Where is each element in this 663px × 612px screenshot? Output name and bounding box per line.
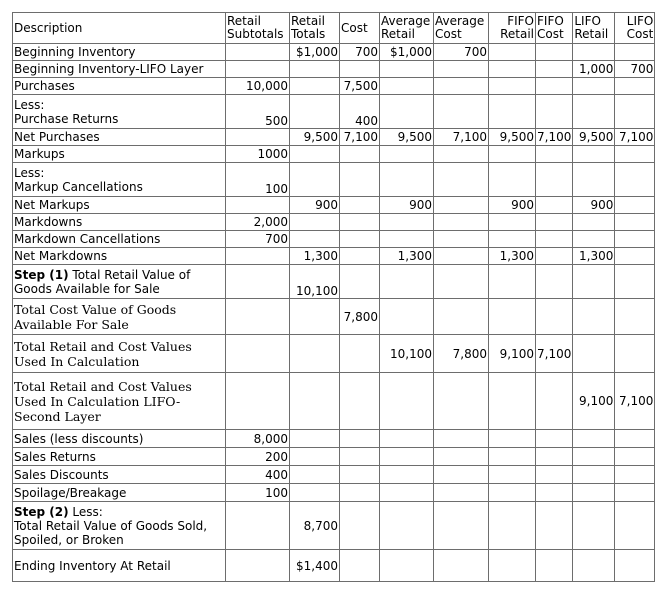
row-step-1-description-cell: Step (1) Total Retail Value of Goods Available for Sale [13,265,226,299]
row-step-2-lifo-retail-cell [573,502,615,550]
row-markdown-cancellations-fifo-cost-cell [536,231,573,248]
row-sales-discounts [13,466,655,484]
row-markups-lifo-retail-cell [573,146,615,163]
row-step-1 [13,265,655,299]
row-beginning-inventory-average-cost-cell: 700 [434,44,489,61]
row-values-used-lifo-lifo-cost-cell: 7,100 [615,373,655,430]
row-markups-fifo-retail-cell [489,146,536,163]
row-markup-cancellations-cost-cell [340,163,380,197]
row-ending-inventory-description-cell: Ending Inventory At Retail [13,550,226,582]
row-purchases-retail-totals-cell [290,78,340,95]
row-markdown-cancellations-retail-totals-cell [290,231,340,248]
row-markdowns-description-cell: Markdowns [13,214,226,231]
row-spoilage-fifo-cost-cell [536,484,573,502]
row-markdowns-cost-cell [340,214,380,231]
row-purchase-returns-lifo-retail-cell [573,95,615,129]
row-sales-returns-description-cell: Sales Returns [13,448,226,466]
row-net-markups-description-cell: Net Markups [13,197,226,214]
row-spoilage-retail-subtotals-cell: 100 [226,484,290,502]
row-values-used-cost-cell [340,335,380,373]
row-ending-inventory-fifo-retail-cell [489,550,536,582]
row-beginning-inventory-retail-totals-cell: $1,000 [290,44,340,61]
row-markup-cancellations-retail-totals-cell [290,163,340,197]
row-markup-cancellations [13,163,655,197]
row-purchases-average-retail-cell [380,78,434,95]
row-sales-average-cost-cell [434,430,489,448]
row-values-used-lifo-retail-totals-cell [290,373,340,430]
row-net-markups-cost-cell [340,197,380,214]
row-purchase-returns-retail-subtotals-cell: 500 [226,95,290,129]
row-net-markdowns-description-cell: Net Markdowns [13,248,226,265]
row-ending-inventory-average-cost-cell [434,550,489,582]
row-net-markdowns-fifo-cost-cell [536,248,573,265]
row-values-used-lifo-cost-cell [615,335,655,373]
row-beginning-lifo-layer-average-retail-cell [380,61,434,78]
row-values-used-lifo-retail-subtotals-cell [226,373,290,430]
row-markup-cancellations-average-retail-cell [380,163,434,197]
row-values-used-lifo-fifo-retail-cell [489,373,536,430]
row-values-used-lifo-description-cell: Total Retail and Cost Values Used In Calculation LIFO-Second Layer [13,373,226,430]
row-sales-discounts-lifo-cost-cell [615,466,655,484]
row-total-cost-value-retail-totals-cell [290,299,340,335]
row-step-2-retail-subtotals-cell [226,502,290,550]
row-markdown-cancellations-average-cost-cell [434,231,489,248]
row-net-purchases-cost-cell: 7,100 [340,129,380,146]
row-values-used-lifo [13,373,655,430]
row-total-cost-value-description-cell: Total Cost Value of Goods Available For Sale [13,299,226,335]
row-total-cost-value-average-retail-cell [380,299,434,335]
row-markup-cancellations-retail-subtotals-cell: 100 [226,163,290,197]
row-ending-inventory-retail-subtotals-cell [226,550,290,582]
row-net-purchases-description-cell: Net Purchases [13,129,226,146]
row-beginning-lifo-layer-retail-totals-cell [290,61,340,78]
row-net-markups-retail-totals-cell: 900 [290,197,340,214]
row-purchases [13,78,655,95]
row-step-2-cost-cell [340,502,380,550]
row-spoilage-description-cell: Spoilage/Breakage [13,484,226,502]
row-ending-inventory-lifo-cost-cell [615,550,655,582]
row-net-purchases-average-retail-cell: 9,500 [380,129,434,146]
row-purchases-average-cost-cell [434,78,489,95]
header-fifo-retail: FIFO Retail [489,13,536,44]
row-net-markdowns-fifo-retail-cell: 1,300 [489,248,536,265]
row-sales-returns-retail-totals-cell [290,448,340,466]
row-spoilage [13,484,655,502]
row-purchases-lifo-retail-cell [573,78,615,95]
row-markups-lifo-cost-cell [615,146,655,163]
header-lifo-cost: LIFO Cost [615,13,655,44]
row-step-2-retail-totals-cell: 8,700 [290,502,340,550]
row-sales-discounts-retail-totals-cell [290,466,340,484]
row-total-cost-value-cost-cell: 7,800 [340,299,380,335]
header-average-retail: Average Retail [380,13,434,44]
row-step-2-average-retail-cell [380,502,434,550]
row-step-2-description-cell: Step (2) Less: Total Retail Value of Goods Sold, Spoiled, or Broken [13,502,226,550]
row-sales-fifo-retail-cell [489,430,536,448]
row-ending-inventory [13,550,655,582]
row-total-cost-value-lifo-cost-cell [615,299,655,335]
row-sales-description-cell: Sales (less discounts) [13,430,226,448]
row-purchases-lifo-cost-cell [615,78,655,95]
row-sales-discounts-cost-cell [340,466,380,484]
row-values-used-fifo-cost-cell: 7,100 [536,335,573,373]
header-retail-totals: Retail Totals [290,13,340,44]
retail-inventory-table [12,12,655,582]
row-values-used-description-cell: Total Retail and Cost Values Used In Calculation [13,335,226,373]
row-net-markdowns-lifo-cost-cell [615,248,655,265]
row-net-markdowns [13,248,655,265]
row-beginning-inventory-fifo-cost-cell [536,44,573,61]
row-markdown-cancellations-cost-cell [340,231,380,248]
row-purchase-returns-average-cost-cell [434,95,489,129]
row-markdowns-average-retail-cell [380,214,434,231]
row-beginning-lifo-layer-average-cost-cell [434,61,489,78]
row-net-markdowns-cost-cell [340,248,380,265]
row-step-1-cost-cell [340,265,380,299]
row-spoilage-fifo-retail-cell [489,484,536,502]
row-markups-cost-cell [340,146,380,163]
row-ending-inventory-average-retail-cell [380,550,434,582]
row-spoilage-cost-cell [340,484,380,502]
row-net-purchases-lifo-retail-cell: 9,500 [573,129,615,146]
row-values-used-lifo-lifo-retail-cell: 9,100 [573,373,615,430]
row-net-purchases-lifo-cost-cell: 7,100 [615,129,655,146]
row-sales-returns-retail-subtotals-cell: 200 [226,448,290,466]
row-net-purchases-average-cost-cell: 7,100 [434,129,489,146]
row-step-1-average-retail-cell [380,265,434,299]
row-spoilage-average-cost-cell [434,484,489,502]
row-beginning-inventory-fifo-retail-cell [489,44,536,61]
row-markups [13,146,655,163]
row-step-2-fifo-retail-cell [489,502,536,550]
row-beginning-inventory-description-cell: Beginning Inventory [13,44,226,61]
row-purchase-returns-average-retail-cell [380,95,434,129]
row-beginning-lifo-layer-retail-subtotals-cell [226,61,290,78]
row-spoilage-average-retail-cell [380,484,434,502]
row-purchase-returns [13,95,655,129]
row-net-purchases [13,129,655,146]
row-purchase-returns-cost-cell: 400 [340,95,380,129]
row-step-1-fifo-cost-cell [536,265,573,299]
row-markdowns-lifo-cost-cell [615,214,655,231]
row-total-cost-value-average-cost-cell [434,299,489,335]
row-values-used-lifo-cost-cell [340,373,380,430]
row-sales-retail-totals-cell [290,430,340,448]
row-sales-returns-lifo-cost-cell [615,448,655,466]
row-sales-discounts-fifo-cost-cell [536,466,573,484]
row-ending-inventory-fifo-cost-cell [536,550,573,582]
row-purchase-returns-description-cell: Less: Purchase Returns [13,95,226,129]
row-sales-cost-cell [340,430,380,448]
row-markdown-cancellations-description-cell: Markdown Cancellations [13,231,226,248]
row-net-markups-lifo-retail-cell: 900 [573,197,615,214]
row-values-used-lifo-average-retail-cell [380,373,434,430]
row-beginning-lifo-layer-fifo-retail-cell [489,61,536,78]
row-beginning-inventory-lifo-cost-cell [615,44,655,61]
row-net-purchases-fifo-cost-cell: 7,100 [537,130,572,144]
row-values-used [13,335,655,373]
row-ending-inventory-retail-totals-cell: $1,400 [290,550,340,582]
row-step-2 [13,502,655,550]
header-retail-subtotals: Retail Subtotals [226,13,290,44]
row-markdown-cancellations [13,231,655,248]
row-markdown-cancellations-retail-subtotals-cell: 700 [226,231,290,248]
row-markups-average-retail-cell [380,146,434,163]
row-sales-discounts-fifo-retail-cell [489,466,536,484]
row-step-1-retail-subtotals-cell [226,265,290,299]
row-beginning-inventory [13,44,655,61]
row-net-markups-fifo-retail-cell: 900 [489,197,536,214]
row-beginning-inventory-average-retail-cell: $1,000 [380,44,434,61]
row-sales [13,430,655,448]
row-step-1-retail-totals-cell: 10,100 [290,265,340,299]
row-beginning-inventory-retail-subtotals-cell [226,44,290,61]
row-step-1-lifo-retail-cell [573,265,615,299]
row-sales-discounts-description-cell: Sales Discounts [13,466,226,484]
row-beginning-inventory-cost-cell: 700 [340,44,380,61]
row-purchases-retail-subtotals-cell: 10,000 [226,78,290,95]
row-beginning-lifo-layer-lifo-cost-cell: 700 [615,61,655,78]
header-average-cost: Average Cost [434,13,489,44]
row-sales-discounts-average-retail-cell [380,466,434,484]
row-markup-cancellations-description-cell: Less: Markup Cancellations [13,163,226,197]
row-beginning-lifo-layer-lifo-retail-cell: 1,000 [573,61,615,78]
row-values-used-average-retail-cell: 10,100 [380,335,434,373]
row-spoilage-lifo-cost-cell [615,484,655,502]
row-sales-retail-subtotals-cell: 8,000 [226,430,290,448]
header-fifo-cost: FIFO Cost [536,13,573,44]
row-sales-returns-cost-cell [340,448,380,466]
row-markdown-cancellations-lifo-cost-cell [615,231,655,248]
row-markdown-cancellations-fifo-retail-cell [489,231,536,248]
row-step-1-average-cost-cell [434,265,489,299]
row-net-purchases-retail-subtotals-cell [226,129,290,146]
row-markups-average-cost-cell [434,146,489,163]
row-sales-returns-average-cost-cell [434,448,489,466]
row-sales-lifo-retail-cell [573,430,615,448]
row-markdown-cancellations-average-retail-cell [380,231,434,248]
row-markdowns-retail-subtotals-cell: 2,000 [226,214,290,231]
row-purchase-returns-fifo-retail-cell [489,95,536,129]
header-cost: Cost [340,13,380,44]
row-markups-description-cell: Markups [13,146,226,163]
row-net-markups-fifo-cost-cell [536,197,573,214]
row-net-markups-retail-subtotals-cell [226,197,290,214]
row-net-purchases-fifo-retail-cell: 9,500 [489,129,536,146]
row-total-cost-value [13,299,655,335]
row-net-markups [13,197,655,214]
row-net-markdowns-average-retail-cell: 1,300 [380,248,434,265]
row-spoilage-lifo-retail-cell [573,484,615,502]
header-description: Description [13,13,226,44]
row-values-used-lifo-fifo-cost-cell [536,373,573,430]
row-beginning-lifo-layer-fifo-cost-cell [536,61,573,78]
row-beginning-lifo-layer-cost-cell [340,61,380,78]
row-step-2-average-cost-cell [434,502,489,550]
row-step-1-lifo-cost-cell [615,265,655,299]
row-total-cost-value-fifo-cost-cell [536,299,573,335]
row-values-used-retail-totals-cell [290,335,340,373]
row-purchase-returns-lifo-cost-cell [615,95,655,129]
row-ending-inventory-cost-cell [340,550,380,582]
row-sales-average-retail-cell [380,430,434,448]
row-markups-retail-subtotals-cell: 1000 [226,146,290,163]
row-sales-fifo-cost-cell [536,430,573,448]
row-markup-cancellations-fifo-retail-cell [489,163,536,197]
row-net-purchases-retail-totals-cell: 9,500 [290,129,340,146]
row-total-cost-value-lifo-retail-cell [573,299,615,335]
row-net-markdowns-lifo-retail-cell: 1,300 [573,248,615,265]
row-purchases-fifo-retail-cell [489,78,536,95]
row-sales-discounts-lifo-retail-cell [573,466,615,484]
row-sales-returns-fifo-retail-cell [489,448,536,466]
row-markup-cancellations-average-cost-cell [434,163,489,197]
row-markdowns-fifo-retail-cell [489,214,536,231]
row-markup-cancellations-lifo-cost-cell [615,163,655,197]
row-beginning-lifo-layer-description-cell: Beginning Inventory-LIFO Layer [13,61,226,78]
row-markups-retail-totals-cell [290,146,340,163]
row-purchases-fifo-cost-cell [536,78,573,95]
row-markdowns-average-cost-cell [434,214,489,231]
row-markups-fifo-cost-cell [536,146,573,163]
row-markdowns-retail-totals-cell [290,214,340,231]
row-purchase-returns-retail-totals-cell [290,95,340,129]
row-sales-lifo-cost-cell [615,430,655,448]
row-spoilage-retail-totals-cell [290,484,340,502]
row-beginning-inventory-lifo-retail-cell [573,44,615,61]
row-values-used-fifo-retail-cell: 9,100 [489,335,536,373]
row-markup-cancellations-fifo-cost-cell [536,163,573,197]
row-net-markups-lifo-cost-cell [615,197,655,214]
header-lifo-retail: LIFO Retail [573,13,615,44]
row-net-markdowns-retail-totals-cell: 1,300 [290,248,340,265]
row-markdown-cancellations-lifo-retail-cell [573,231,615,248]
row-sales-returns-average-retail-cell [380,448,434,466]
row-markup-cancellations-lifo-retail-cell [573,163,615,197]
row-values-used-retail-subtotals-cell [226,335,290,373]
row-values-used-lifo-retail-cell [573,335,615,373]
row-ending-inventory-lifo-retail-cell [573,550,615,582]
row-sales-returns-lifo-retail-cell [573,448,615,466]
row-markdowns-fifo-cost-cell [536,214,573,231]
row-net-markdowns-average-cost-cell [434,248,489,265]
row-values-used-lifo-average-cost-cell [434,373,489,430]
row-total-cost-value-fifo-retail-cell [489,299,536,335]
row-net-markups-average-cost-cell [434,197,489,214]
row-total-cost-value-retail-subtotals-cell [226,299,290,335]
row-sales-returns-fifo-cost-cell [536,448,573,466]
row-purchases-cost-cell: 7,500 [340,78,380,95]
row-values-used-average-cost-cell: 7,800 [434,335,489,373]
row-sales-discounts-retail-subtotals-cell: 400 [226,466,290,484]
row-sales-discounts-average-cost-cell [434,466,489,484]
row-sales-returns [13,448,655,466]
header-row [13,13,655,44]
row-step-2-lifo-cost-cell [615,502,655,550]
row-step-2-fifo-cost-cell [536,502,573,550]
row-markdowns-lifo-retail-cell [573,214,615,231]
row-purchase-returns-fifo-cost-cell [536,95,573,129]
row-purchases-description-cell: Purchases [13,78,226,95]
row-net-markdowns-retail-subtotals-cell [226,248,290,265]
row-step-1-fifo-retail-cell [489,265,536,299]
row-markdowns [13,214,655,231]
row-beginning-lifo-layer [13,61,655,78]
row-net-markups-average-retail-cell: 900 [380,197,434,214]
